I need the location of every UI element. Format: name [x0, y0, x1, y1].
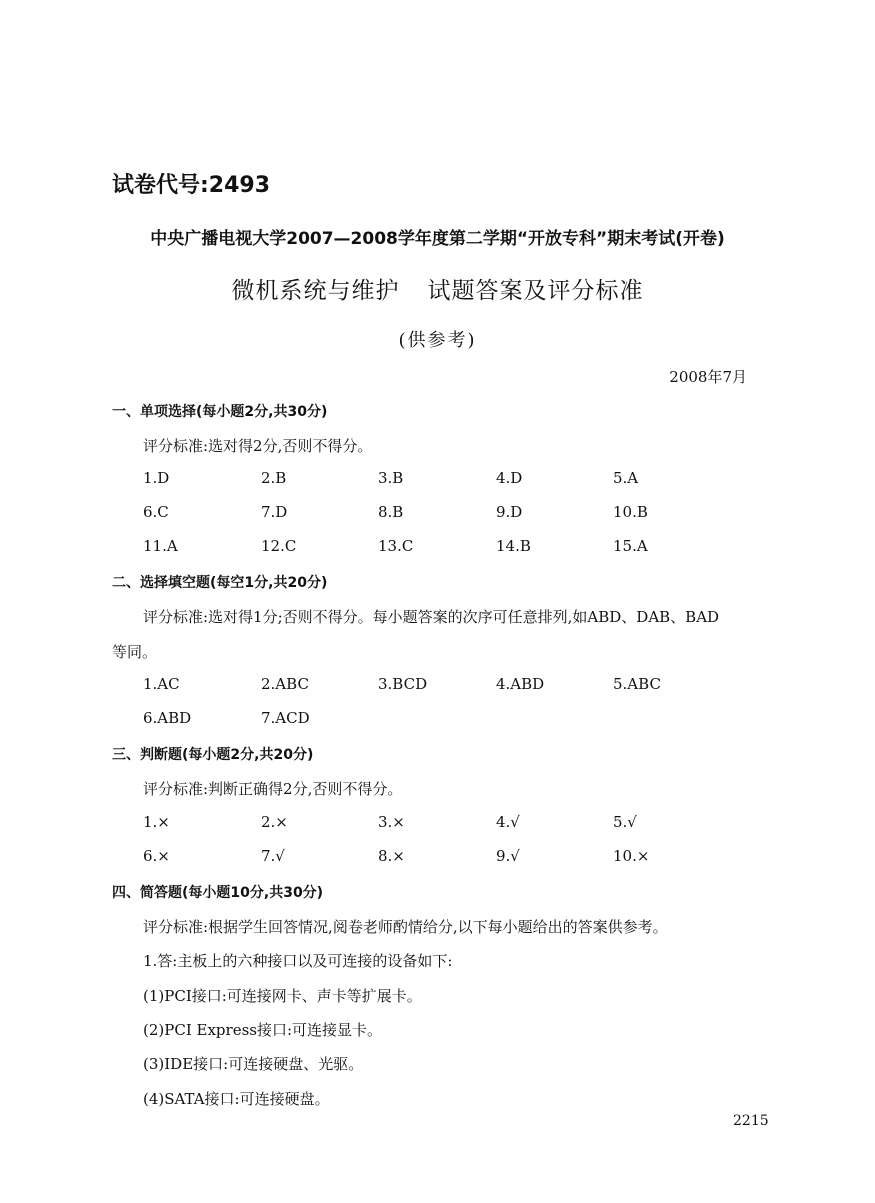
answer-cell: 3.×: [378, 813, 405, 831]
answer-cell: 7.D: [261, 503, 288, 521]
answer-cell: 13.C: [378, 537, 414, 555]
answer-key-title: 试题答案及评分标准: [427, 278, 644, 304]
answer-row: [143, 503, 763, 523]
answer-cell: 2.ABC: [261, 675, 309, 693]
answer-cell: 3.B: [378, 469, 404, 487]
criteria-1: 评分标准:选对得2分,否则不得分。: [143, 437, 373, 455]
exam-date: 2008年7月: [669, 368, 747, 386]
answer-cell: 10.×: [613, 847, 650, 865]
answer-cell: 7.√: [261, 847, 285, 865]
answer-cell: 3.BCD: [378, 675, 428, 693]
answer-row: [143, 709, 763, 729]
answer-line: (2)PCI Express接口:可连接显卡。: [143, 1021, 383, 1039]
answer-cell: 9.√: [496, 847, 520, 865]
criteria-2-continued: 等同。: [112, 643, 158, 661]
answer-row: [143, 847, 763, 867]
answer-cell: 8.×: [378, 847, 405, 865]
answer-cell: 6.×: [143, 847, 170, 865]
document-title: [0, 272, 875, 305]
section-heading-1: 一、单项选择(每小题2分,共30分): [112, 404, 328, 420]
answer-cell: 1.AC: [143, 675, 180, 693]
answer-line: 1.答:主板上的六种接口以及可连接的设备如下:: [143, 952, 453, 970]
section-heading-2: 二、选择填空题(每空1分,共20分): [112, 575, 328, 591]
answer-cell: 10.B: [613, 503, 648, 521]
criteria-2: 评分标准:选对得1分;否则不得分。每小题答案的次序可任意排列,如ABD、DAB、BAD: [143, 608, 720, 626]
answer-row: [143, 537, 763, 557]
answer-cell: 5.√: [613, 813, 637, 831]
answer-cell: 9.D: [496, 503, 523, 521]
answer-cell: 7.ACD: [261, 709, 310, 727]
answer-cell: 15.A: [613, 537, 648, 555]
page-number: 2215: [733, 1113, 769, 1129]
answer-line: (4)SATA接口:可连接硬盘。: [143, 1090, 330, 1108]
answer-cell: 12.C: [261, 537, 297, 555]
answer-cell: 6.C: [143, 503, 169, 521]
criteria-3: 评分标准:判断正确得2分,否则不得分。: [143, 780, 403, 798]
course-name: 微机系统与维护: [231, 278, 400, 304]
answer-line: (1)PCI接口:可连接网卡、声卡等扩展卡。: [143, 987, 422, 1005]
subtitle: (供参考): [398, 330, 477, 351]
criteria-4: 评分标准:根据学生回答情况,阅卷老师酌情给分,以下每小题给出的答案供参考。: [143, 918, 668, 936]
section-heading-4: 四、简答题(每小题10分,共30分): [112, 885, 324, 901]
answer-line: (3)IDE接口:可连接硬盘、光驱。: [143, 1055, 364, 1073]
answer-cell: 4.D: [496, 469, 523, 487]
answer-row: [143, 675, 763, 695]
answer-cell: 8.B: [378, 503, 404, 521]
answer-cell: 4.ABD: [496, 675, 545, 693]
section-heading-3: 三、判断题(每小题2分,共20分): [112, 747, 314, 763]
answer-cell: 14.B: [496, 537, 531, 555]
answer-cell: 1.D: [143, 469, 170, 487]
answer-cell: 2.×: [261, 813, 288, 831]
answer-cell: 1.×: [143, 813, 170, 831]
answer-row: [143, 469, 763, 489]
answer-cell: 4.√: [496, 813, 520, 831]
exam-code: 试卷代号:2493: [112, 173, 271, 198]
answer-cell: 2.B: [261, 469, 287, 487]
answer-cell: 5.ABC: [613, 675, 661, 693]
answer-row: [143, 813, 763, 833]
answer-cell: 6.ABD: [143, 709, 192, 727]
school-header: 中央广播电视大学2007—2008学年度第二学期“开放专科”期末考试(开卷): [150, 229, 725, 249]
answer-cell: 11.A: [143, 537, 178, 555]
answer-cell: 5.A: [613, 469, 639, 487]
